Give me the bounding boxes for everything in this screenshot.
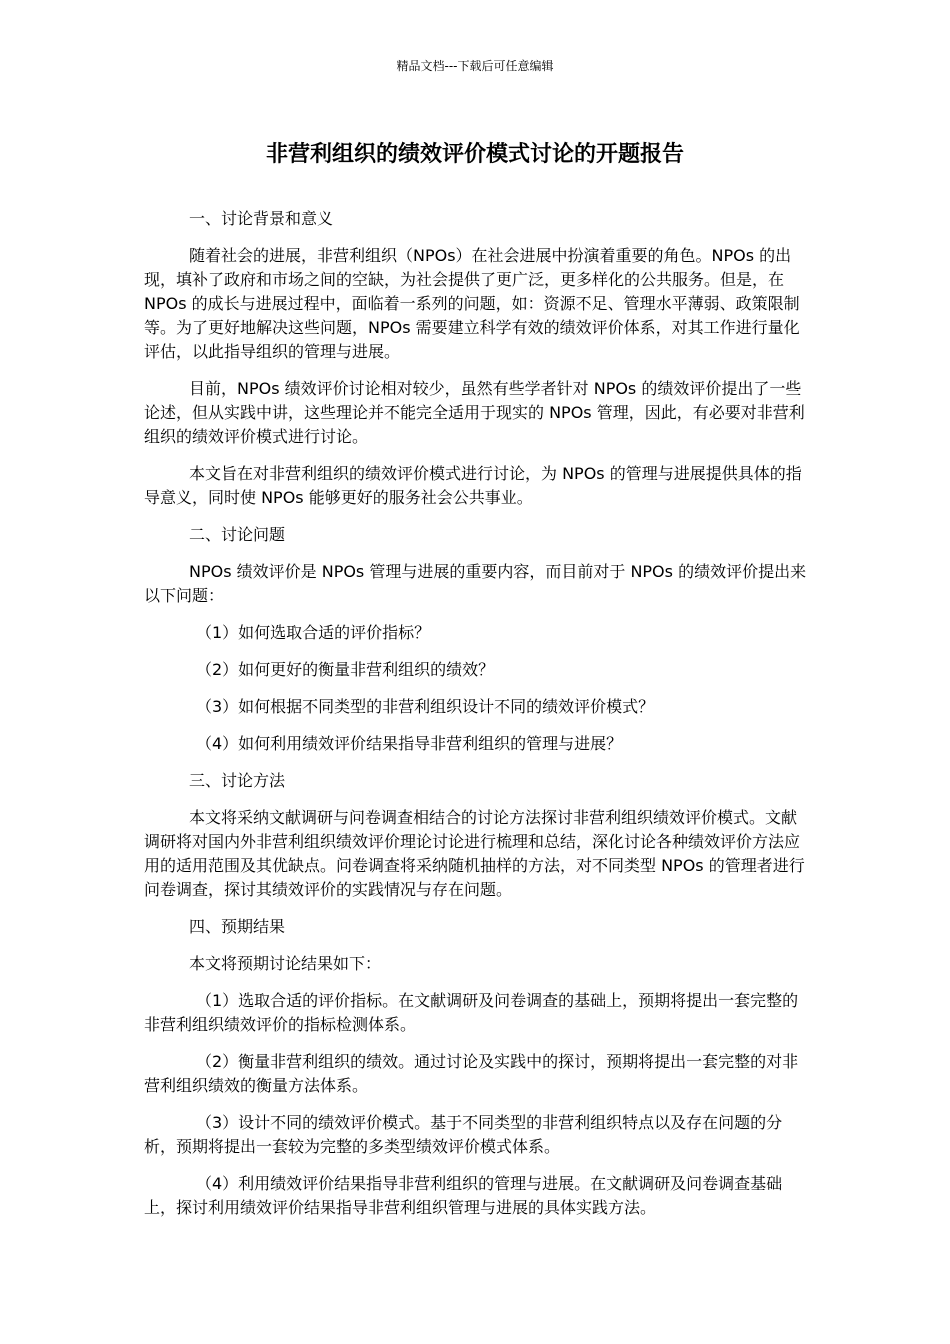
question-item-4: （4）如何利用绩效评价结果指导非营利组织的管理与进展？ [196,734,623,753]
question-item-3: （3）如何根据不同类型的非营利组织设计不同的绩效评价模式？ [196,697,655,716]
paragraph-results-intro: 本文将预期讨论结果如下： [189,954,382,973]
paragraph-background-1: 随着社会的进展，非营利组织（NPOs）在社会进展中扮演着重要的角色。NPOs 的出现，填补了政府和市场之间的空缺，为社会提供了更广泛，更多样化的公共服务。但是，在 NPOs 的成长与进展过程中，面临着一系列的问题，如：资源不足、管理水平薄弱、政策限制等。为了更好地解决这些问题，NPOs 需要建立科学有效的绩效评价体系，对其工作进行量化评估，以此指导组织的管理与进展。 [144,246,800,361]
section-heading-background: 一、讨论背景和意义 [189,209,334,228]
document-body [144,207,809,1233]
result-item-4: （4）利用绩效评价结果指导非营利组织的管理与进展。在文献调研及问卷调查基础上，探讨利用绩效评价结果指导非营利组织管理与进展的具体实践方法。 [144,1174,783,1217]
result-item-1: （1）选取合适的评价指标。在文献调研及问卷调查的基础上，预期将提出一套完整的非营利组织绩效评价的指标检测体系。 [144,991,799,1034]
question-item-2: （2）如何更好的衡量非营利组织的绩效？ [196,660,495,679]
paragraph-methods: 本文将采纳文献调研与问卷调查相结合的讨论方法探讨非营利组织绩效评价模式。文献调研将对国内外非营利组织绩效评价理论讨论进行梳理和总结，深化讨论各种绩效评价方法应用的适用范围及其优缺点。问卷调查将采纳随机抽样的方法，对不同类型 NPOs 的管理者进行问卷调查，探讨其绩效评价的实践情况与存在问题。 [144,808,805,899]
paragraph-background-2: 目前，NPOs 绩效评价讨论相对较少，虽然有些学者针对 NPOs 的绩效评价提出了一些论述，但从实践中讲，这些理论并不能完全适用于现实的 NPOs 管理，因此，有必要对非营利组织的绩效评价模式进行讨论。 [144,379,805,446]
paragraph-questions-intro: NPOs 绩效评价是 NPOs 管理与进展的重要内容，而目前对于 NPOs 的绩效评价提出来以下问题： [144,562,807,605]
header-note: 精品文档---下载后可任意编辑 [396,59,554,73]
result-item-2: （2）衡量非营利组织的绩效。通过讨论及实践中的探讨，预期将提出一套完整的对非营利组织绩效的衡量方法体系。 [144,1052,799,1095]
section-heading-methods: 三、讨论方法 [189,771,286,790]
paragraph-background-3: 本文旨在对非营利组织的绩效评价模式进行讨论，为 NPOs 的管理与进展提供具体的指导意义，同时使 NPOs 能够更好的服务社会公共事业。 [144,464,802,507]
document-title: 非营利组织的绩效评价模式讨论的开题报告 [265,142,684,167]
result-item-3: （3）设计不同的绩效评价模式。基于不同类型的非营利组织特点以及存在问题的分析，预期将提出一套较为完整的多类型绩效评价模式体系。 [144,1113,783,1156]
section-heading-results: 四、预期结果 [189,917,286,936]
section-heading-questions: 二、讨论问题 [189,525,286,544]
question-item-1: （1）如何选取合适的评价指标？ [196,623,431,642]
